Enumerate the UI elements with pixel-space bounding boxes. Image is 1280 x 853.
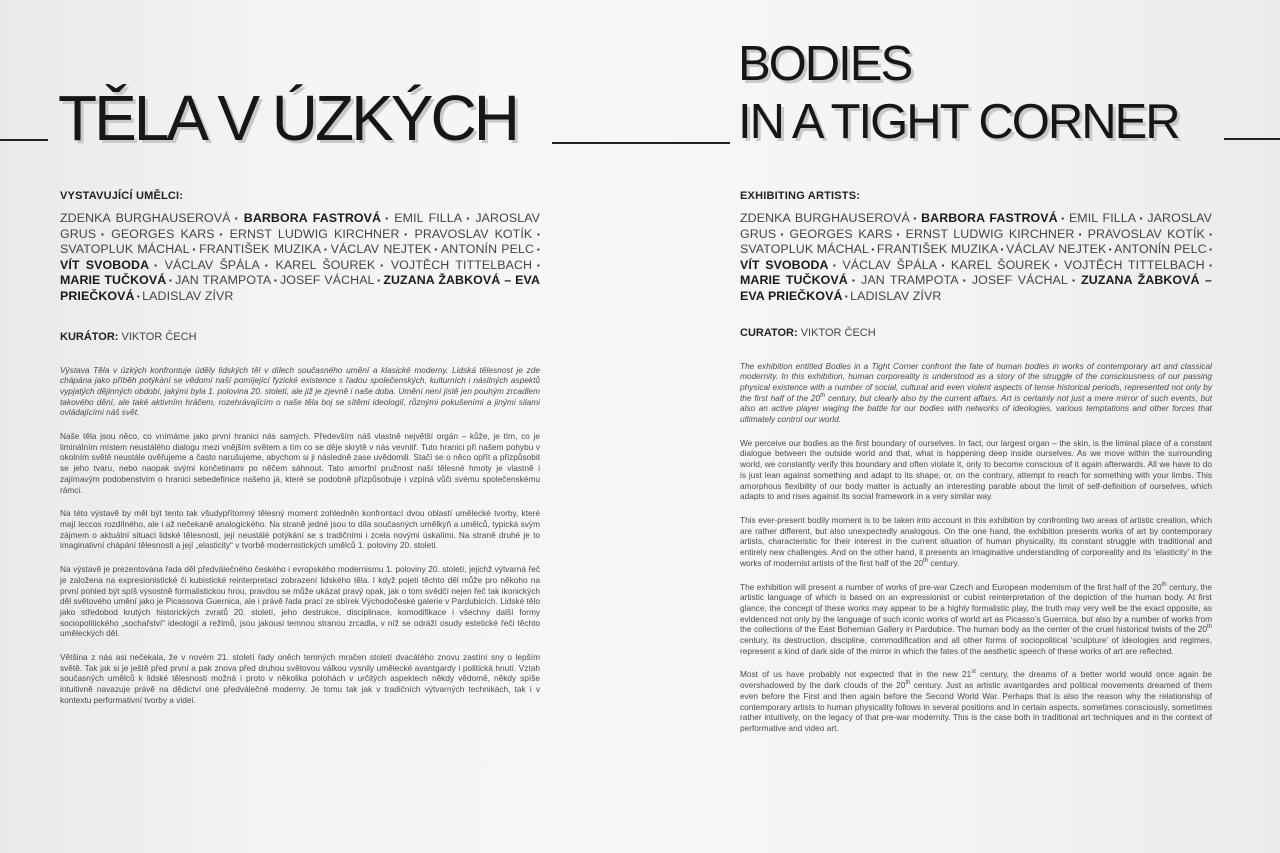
bullet-separator: ▪ xyxy=(259,260,276,270)
body-paragraph-cz-3: Na výstavě je prezentována řada děl předválečného českého i evropského modernismu 1. poloviny 20. století, jejichž výtvarná řeč je založena na expresionistické či kubistické reinterpretaci zobrazení lidského těla. I když pojetí těchto děl může pro někoho na první pohled být spíš výsostně formalistickou hrou, pravdou se může ukázat pravý opak, jak o tom svědčí nejen řeč tak ikonických děl světového umění jako je Picassova Guernica, ale i právě řada prací ze sbírek Východočeské galerie v Pardubicích. Lidské tělo jako středobod krutých historických zvratů 20. století, jeho destrukce, disciplinace, komodifikace i všechny další formy sociopolitického „sochařství“ ideologií a režimů, jsou jakousi temnou stranou zrcadla, v níž se odráží osudy estetické řeči těchto uměleckých děl. xyxy=(60,564,540,639)
bullet-separator: ▪ xyxy=(1106,245,1115,255)
artist-name: JAN TRAMPOTA xyxy=(861,273,959,288)
artist-name: GEORGES KARS xyxy=(789,226,893,241)
title-rule-middle xyxy=(552,142,730,144)
bullet-separator: ▪ xyxy=(1204,260,1212,270)
bullet-separator: ▪ xyxy=(321,245,331,255)
artist-name: SVATOPLUK MÁCHAL xyxy=(740,242,870,257)
artist-name: ZUZANA ŽABKOVÁ – EVA PRIEČKOVÁ xyxy=(60,273,540,303)
artist-name: GEORGES KARS xyxy=(111,226,215,241)
bullet-separator: ▪ xyxy=(869,245,877,255)
body-paragraph-cz-4: Většina z nás asi nečekala, že v novém 21. století řady oněch temných mračen století dvacátého znovu zastíní sny o lepším světě. Tak jak si je ještě před první a pak znova před druhou světovou válkou vysnily umělecké avantgardy i politická hnutí. Vztah současných umělců k lidské tělesnosti možná i proto v několika polohách v určitých aspektech někdy vědomě, někdy spíše intuitivně navazuje právě na dědictví oné předválečné moderny. Je tomu tak jak v tradičních výtvarných technikách, tak i v kontextu performativní tvorby a videí. xyxy=(60,652,540,705)
english-title-line2: IN A TIGHT CORNER xyxy=(738,95,1179,149)
bullet-separator: ▪ xyxy=(375,260,391,270)
artist-name: LADISLAV ZÍVR xyxy=(142,288,234,303)
title-rule-left xyxy=(0,139,48,141)
title-rule-right xyxy=(1224,138,1280,140)
artist-name: VÍT SVOBODA xyxy=(60,257,150,272)
bullet-separator: ▪ xyxy=(958,276,972,286)
body-paragraph-cz-1: Naše těla jsou něco, co vnímáme jako první hranici nás samých. Především náš vlastně největší orgán – kůže, je tím, co je liminálním místem neustálého dialogu mezi vnějším světem a tím co se děje skrytě v nás vevnitř. Tuto hranici při našem pohybu v okolním světě neustále ověřujeme a často narušujeme, abychom si ji následně zase uvědomili. Stačí se o něco opřít a přizpůsobit se jeho tvaru, nebo naopak svými končetinami po něčem sáhnout. Tato amorfní pružnost naší tělesné hmoty je vlastně i zajímavým podobenstvím o hranici sebedefinice našeho já, které se podobně přizpůsobuje i vzpíná vůči svému společenskému rámci. xyxy=(60,431,540,495)
bullet-separator: ▪ xyxy=(230,214,244,223)
czech-title: TĚLA V ÚZKÝCH xyxy=(58,82,517,154)
bullet-separator: ▪ xyxy=(776,229,790,239)
body-paragraph-cz-2: Na této výstavě by měl být tento tak všudypřítomný tělesný moment zohledněn konfrontací dvou oblastí umělecké tvorby, které mají leccos rozdílného, ale i až nečekaně analogického. Na straně jedné jsou to díla současných umělkyň a umělců, typická svým zájmem o aktuální situaci lidské tělesnosti, její neustálé potýkání se s tradičními i zcela novými úskalími. Na straně druhé je to imaginativní chápání tělesnosti a její „elasticity“ v tvorbě modernistických umělců 1. poloviny 20. století. xyxy=(60,508,540,551)
artist-name: EMIL FILLA xyxy=(1068,211,1137,225)
body-text-cz xyxy=(60,365,540,706)
body-paragraph-en-1: We perceive our bodies as the first boundary of ourselves. In fact, our largest organ – the skin, is the liminal place of a constant dialogue between the outside world and that, what is happening deep inside ourselves. As we move within the surrounding world, we constantly verify this boundary and often violate it, only to become conscious of it again afterwards. All we have to do is just lean against something and adapt to its shape, or, on the contrary, attempt to reach for something with your limbs. This amorphous flexibility of our body matter is actually an interesting parable about the limit of self-definition of ourselves, which adapts to and rises against its social framework in a very similar way. xyxy=(740,437,1212,502)
bullet-separator: ▪ xyxy=(842,291,851,301)
bullet-separator: ▪ xyxy=(1206,245,1213,255)
artist-name: PRAVOSLAV KOTÍK xyxy=(414,226,533,241)
artist-name: VOJTĚCH TITTELBACH xyxy=(390,257,533,272)
bullet-separator: ▪ xyxy=(134,291,143,301)
bullet-separator: ▪ xyxy=(1074,229,1088,239)
artist-name: JAROSLAV GRUS xyxy=(740,211,1212,241)
curator-name-en: VIKTOR ČECH xyxy=(800,326,876,339)
bullet-separator: ▪ xyxy=(1136,214,1148,223)
exhibiting-artists-heading-cz: VYSTAVUJÍCÍ UMĚLCI: xyxy=(60,190,184,202)
artist-name: VÁCLAV ŠPÁLA xyxy=(164,257,260,272)
artist-name: JOSEF VÁCHAL xyxy=(280,273,375,288)
artists-list-en xyxy=(740,211,1212,305)
bullet-separator: ▪ xyxy=(1050,260,1064,270)
artist-name: MARIE TUČKOVÁ xyxy=(60,273,167,288)
artist-name: FRANTIŠEK MUZIKA xyxy=(199,242,322,257)
bullet-separator: ▪ xyxy=(189,245,200,255)
bullet-separator: ▪ xyxy=(1057,214,1069,223)
bullet-separator: ▪ xyxy=(149,260,165,270)
bullet-separator: ▪ xyxy=(462,214,476,223)
bullet-separator: ▪ xyxy=(96,229,112,239)
artists-list-cz xyxy=(60,211,540,305)
bullet-separator: ▪ xyxy=(998,245,1007,255)
bullet-separator: ▪ xyxy=(1067,276,1082,286)
english-title-line1: BODIES xyxy=(738,37,912,91)
bullet-separator: ▪ xyxy=(892,229,906,239)
artist-name: KAREL ŠOUREK xyxy=(950,257,1051,272)
artist-name: JAROSLAV GRUS xyxy=(60,211,541,241)
bullet-separator: ▪ xyxy=(271,276,280,286)
artist-name: ANTONÍN PELC xyxy=(440,242,535,257)
artist-name: VÍT SVOBODA xyxy=(740,257,829,272)
artist-name: VÁCLAV ŠPÁLA xyxy=(842,257,938,272)
artist-name: JOSEF VÁCHAL xyxy=(971,273,1068,288)
english-column xyxy=(740,190,1212,734)
curator-line-cz xyxy=(60,331,540,343)
body-paragraph-en-4: Most of us have probably not expected that in the new 21st century, the dreams of a better world would once again be overshadowed by the dark clouds of the 20th century. Just as artistic avantgardes and political movements dreamed of them even before the First and then again before the Second World War. Perhaps that is also the reason why the relationship of contemporary artists to human physicality follows in several positions and in certain aspects, sometimes consciously, sometimes rather intuitively, on the legacy of that pre-war modernity. This is the case both in traditional art techniques and in the context of performative and video art. xyxy=(740,669,1213,733)
curator-label-en: CURATOR: xyxy=(740,326,798,339)
bullet-separator: ▪ xyxy=(374,276,384,286)
bullet-separator: ▪ xyxy=(532,229,540,239)
bullet-separator: ▪ xyxy=(532,260,540,270)
bullet-separator: ▪ xyxy=(399,229,415,239)
artist-name: BARBORA FASTROVÁ xyxy=(243,211,382,225)
bullet-separator: ▪ xyxy=(431,245,441,255)
body-text-en xyxy=(740,361,1212,734)
artist-name: BARBORA FASTROVÁ xyxy=(921,211,1058,225)
artist-name: PRAVOSLAV KOTÍK xyxy=(1087,226,1205,241)
artist-name: VÁCLAV NEJTEK xyxy=(1006,242,1107,257)
artist-name: ZDENKA BURGHAUSEROVÁ xyxy=(740,211,910,225)
bullet-separator: ▪ xyxy=(214,229,230,239)
bullet-separator: ▪ xyxy=(847,276,862,286)
artist-name: ANTONÍN PELC xyxy=(1114,242,1207,257)
curator-line-en xyxy=(740,327,1212,339)
czech-column xyxy=(60,190,540,706)
bullet-separator: ▪ xyxy=(828,260,843,270)
intro-paragraph-en: The exhibition entitled Bodies in a Tight Corner confront the fate of human bodies in works of contemporary art and classical modernity. In this exhibition, human corporeality is understood as a story of the struggle of the consciousness of our passing physical existence with a number of social, cultural and even violent aspects of tense historical periods, represented not only by the first half of the 20th century, but clearly also by the current affairs. Art is certainly not just a mere mirror of such events, but also an active player waging the battle for our bodies with networks of ideologies, various temptations and other forces that ultimately control our world. xyxy=(740,360,1213,425)
bullet-separator: ▪ xyxy=(381,214,395,223)
bullet-separator: ▪ xyxy=(1204,229,1212,239)
artist-name: KAREL ŠOUREK xyxy=(275,257,376,272)
intro-paragraph-cz: Výstava Těla v úzkých konfrontuje úděly lidských těl v dílech současného umění a klasické moderny. Lidská tělesnost je zde chápána jako příběh potýkání se vědomí naší pomíjející fyzické existence s řadou společenských, kulturních i násilných aspektů vypjatých dějinných období, jakými byla 1. polovina 20. století, ale již je zjevně i naše doba. Umění není jistě jen pouhým zrcadlem takového dění, ale také aktivním hráčem, rozehrávajícím o naše těla boj se sítěmi ideologií, různými pokušeními a jinými silami ovládajícími náš svět. xyxy=(60,364,540,418)
curator-name-cz: VIKTOR ČECH xyxy=(121,330,197,343)
bullet-separator: ▪ xyxy=(166,276,176,286)
artist-name: ZUZANA ŽABKOVÁ – EVA PRIEČKOVÁ xyxy=(740,273,1212,303)
artist-name: VOJTĚCH TITTELBACH xyxy=(1063,257,1205,272)
bullet-separator: ▪ xyxy=(937,260,951,270)
artist-name: SVATOPLUK MÁCHAL xyxy=(60,242,190,257)
curator-label-cz: KURÁTOR: xyxy=(60,330,119,343)
artist-name: ERNST LUDWIG KIRCHNER xyxy=(229,226,400,241)
artist-name: LADISLAV ZÍVR xyxy=(850,288,942,303)
body-paragraph-en-2: This ever-present bodily moment is to be taken into account in this exhibition by confronting two areas of artistic creation, which are rather different, but also unexpectedly analogous. On the one hand, the exhibition presents works of art by contemporary artists, characteristic for their interest in the current situation of human physicality, its constant struggle with traditional and entirely new challenges. And on the other hand, it presents an imaginative understanding of corporeality and its ‘elasticity’ in the works of modernist artists of the first half of the 20th century. xyxy=(740,515,1212,568)
artist-name: ERNST LUDWIG KIRCHNER xyxy=(905,226,1075,241)
bullet-separator: ▪ xyxy=(909,214,922,223)
artist-name: JAN TRAMPOTA xyxy=(175,273,272,288)
artist-name: MARIE TUČKOVÁ xyxy=(740,273,848,288)
artist-name: EMIL FILLA xyxy=(394,211,463,225)
artist-name: VÁCLAV NEJTEK xyxy=(330,242,432,257)
exhibiting-artists-heading-en: EXHIBITING ARTISTS: xyxy=(740,190,861,202)
artist-name: FRANTIŠEK MUZIKA xyxy=(876,242,999,257)
bullet-separator: ▪ xyxy=(534,245,540,255)
artist-name: ZDENKA BURGHAUSEROVÁ xyxy=(60,211,231,225)
body-paragraph-en-3: The exhibition will present a number of works of pre-war Czech and European modernism of the first half of the 20th century, the artistic language of which is based on an expressionist or cubist reinterpretation of the depiction of the human body. At first glance, the concept of these works may appear to be a highly formalistic play, the truth may very well be the exact opposite, as evidenced not only by the language of such iconic works of world art as Picasso’s Guernica, but also by a number of works from the collections of the East Bohemian Gallery in Pardubice. The human body as the center of the cruel historical twists of the 20th century, its destruction, discipline, commodification and all other forms of sociopolitical ‘sculpture’ of ideologies and regimes, represent a kind of dark side of the mirror in which the fates of the aesthetic speech of these works of art are reflected. xyxy=(740,581,1212,656)
